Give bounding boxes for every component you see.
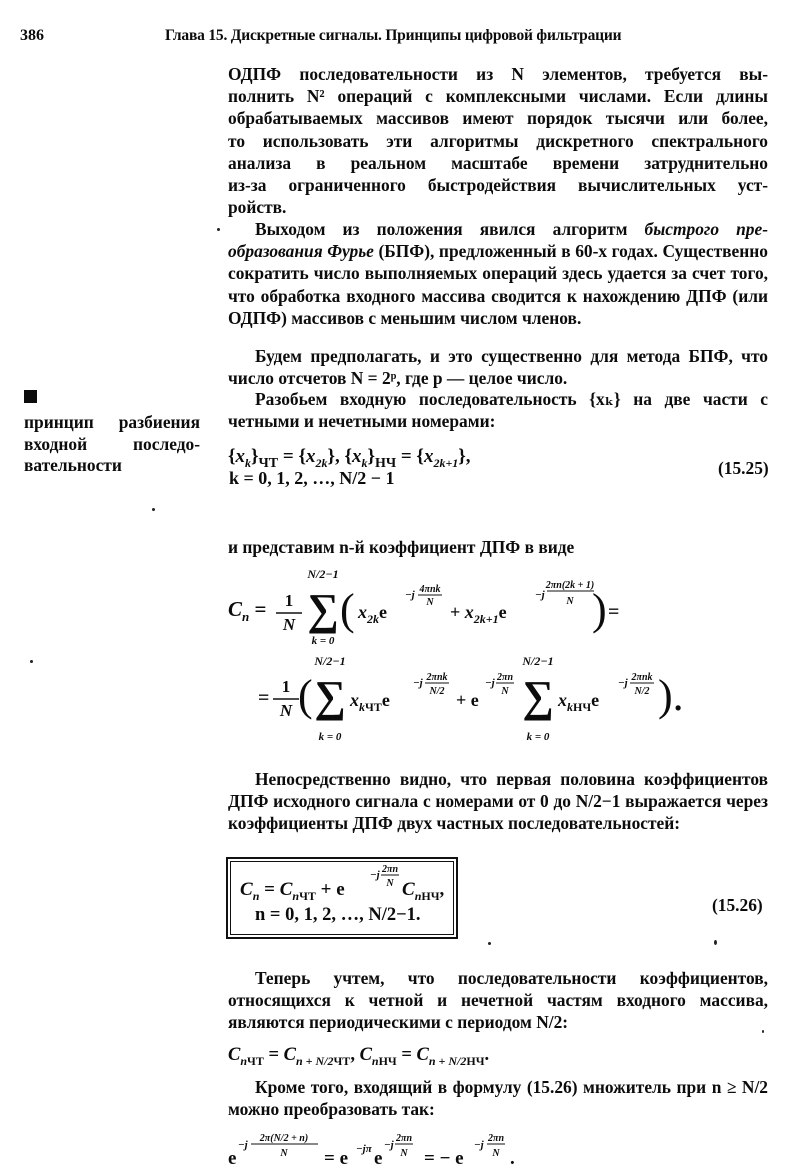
svg-text:e: e — [374, 1148, 383, 1169]
svg-text:(: ( — [298, 671, 313, 720]
svg-text:N: N — [566, 596, 574, 607]
svg-text:x2ke: $x_{2k}e$ — [358, 602, 387, 626]
svg-text:N: N — [279, 701, 293, 720]
margin-note — [24, 412, 200, 477]
svg-text:−j: −j — [384, 1139, 394, 1151]
paragraph-6: Непосредственно видно, что первая половина коэффициентов ДПФ исходного сигнала с номерами от 0 до N/2−1 выражается через коэффициенты ДПФ двух частных последовательностей: — [228, 769, 768, 834]
svg-text:Cn = CnЧТ + e: $C_n = C_nЧТ + e$ — [240, 879, 345, 902]
svg-text:−j: −j — [535, 589, 545, 601]
svg-text:xkЧТe: $x_kЧТe$ — [350, 690, 390, 714]
svg-text:+ x2k+1e: + $x_{2k+1}e$ — [450, 602, 507, 626]
margin-note-line: вательности — [24, 455, 122, 475]
svg-text:−j: −j — [485, 677, 495, 689]
scan-speck — [488, 942, 491, 945]
scan-speck — [762, 1030, 764, 1033]
svg-text:{xk}ЧТ = {x2k}, {xk}НЧ = {x2: $\{x_k\}_{ЧТ} = \{x_{2k}\}$, $\{x_k\}_{НЧ} = \{x_{2k+1}\}$, — [228, 446, 471, 470]
scan-speck — [217, 228, 220, 231]
svg-text:4πnk: 4πnk — [419, 584, 441, 595]
svg-text:): ) — [592, 585, 607, 634]
paragraph-1-line: из-за ограниченного быстродействия вычислительных уст- — [228, 175, 768, 196]
margin-note-line: входной последо- — [24, 433, 200, 454]
svg-text:N/2−1: N/2−1 — [522, 654, 554, 668]
paragraph-1-line: ОДПФ последовательности из N элементов, требуется вы- — [228, 64, 768, 84]
equation-15-25-line1 — [226, 438, 546, 470]
svg-text:−j: −j — [413, 677, 423, 689]
equation-15-26-line1 — [232, 862, 452, 902]
paragraph-4: Разобьем входную последовательность {xₖ} на две части с четными и нечетными номерами: — [228, 389, 768, 432]
paragraph-5: и представим n-й коэффициент ДПФ в виде — [228, 537, 575, 557]
equation-number-15-26: (15.26) — [712, 895, 763, 915]
svg-text:2πn: 2πn — [395, 1133, 413, 1144]
margin-square-marker — [24, 390, 37, 403]
page-number: 386 — [20, 27, 44, 44]
paragraph-2-text: (БПФ), предложенный в 60-х годах. Существенно сократить число выполняемых операций здесь удается за счет того, что обработка входного массива сводится к нахождению ДПФ (или ОДПФ) массивов с меньшим числом членов. — [228, 241, 768, 328]
margin-note-line: принцип разбиения — [24, 412, 200, 432]
formula-periodicity — [226, 1038, 586, 1070]
paragraph-3: Будем предполагать, и это существенно для метода БПФ, что число отсчетов N = 2ᵖ, где p — целое число. — [228, 346, 768, 389]
svg-text:k = 0: k = 0 — [311, 635, 335, 647]
paragraph-2-text: Выходом из положения явился алгоритм — [255, 219, 645, 239]
svg-text:N/2−1: N/2−1 — [307, 567, 339, 581]
formula-exponent-transform — [226, 1124, 556, 1170]
paragraph-7: Теперь учтем, что последовательности коэффициентов, относящихся к четной и нечетной частям входного массива, являются периодическими с периодом N/2: — [228, 968, 768, 1033]
svg-text:N: N — [400, 1148, 408, 1159]
svg-text:N: N — [492, 1148, 500, 1159]
svg-text:k = 0: k = 0 — [318, 731, 342, 743]
svg-text:∑: ∑ — [314, 672, 346, 721]
paragraph-1-line: анализа в реальном масштабе времени затруднительно — [228, 152, 768, 173]
svg-text:).: ). — [658, 671, 684, 720]
svg-text:−j: −j — [405, 589, 415, 601]
svg-text:−jπ: −jπ — [356, 1143, 372, 1155]
svg-text:1: 1 — [284, 591, 294, 610]
paragraph-1-line: обрабатываемых массивов имеют порядок тысячи или более, — [228, 108, 768, 129]
svg-text:N: N — [501, 686, 509, 697]
svg-text:Cn =: $C_n$ = — [228, 597, 267, 624]
svg-text:+ e: + e — [456, 690, 479, 710]
svg-text:=: = — [258, 687, 270, 709]
equation-15-26-line2: n = 0, 1, 2, …, N/2−1. — [255, 905, 421, 925]
paragraph-2 — [228, 218, 768, 329]
formula-cn-dft — [220, 562, 690, 752]
svg-text:N/2−1: N/2−1 — [314, 654, 346, 668]
svg-text:N/2: N/2 — [634, 686, 650, 697]
svg-text:= − e: = − e — [424, 1148, 464, 1169]
svg-text:2πnk: 2πnk — [426, 672, 448, 683]
svg-text:2πn: 2πn — [487, 1133, 505, 1144]
svg-text:N: N — [280, 1148, 288, 1159]
scan-speck — [30, 660, 33, 663]
paragraph-8: Кроме того, входящий в формулу (15.26) множитель при n ≥ N/2 можно преобразовать так: — [228, 1077, 768, 1120]
svg-text:e: e — [228, 1148, 237, 1169]
svg-text:(: ( — [340, 585, 355, 634]
svg-text:N/2: N/2 — [429, 686, 445, 697]
equation-15-25-line2: k = 0, 1, 2, …, N/2 − 1 — [229, 468, 395, 488]
svg-text:∑: ∑ — [307, 585, 339, 634]
equation-number-15-25: (15.25) — [718, 458, 769, 478]
svg-text:xkНЧe: $x_kНЧe$ — [558, 690, 600, 714]
svg-text:CnНЧ,: $C_nНЧ$, — [402, 879, 445, 902]
svg-text:=: = — [608, 601, 620, 623]
svg-text:k = 0: k = 0 — [526, 731, 550, 743]
svg-text:N: N — [426, 597, 434, 608]
svg-text:2πn: 2πn — [381, 864, 399, 875]
svg-text:−j: −j — [618, 677, 628, 689]
svg-text:N: N — [386, 878, 394, 889]
scan-speck — [152, 508, 155, 511]
svg-text:2πn: 2πn — [496, 672, 514, 683]
running-title: Глава 15. Дискретные сигналы. Принципы цифровой фильтрации — [165, 27, 622, 44]
svg-text:−j: −j — [370, 869, 380, 881]
svg-text:CnЧТ = Cn + N/2ЧТ, CnНЧ = Cn: $C_nЧТ = C_{n + N/2}ЧТ$, $C_nНЧ = C_{n + N/2}НЧ$. — [228, 1045, 490, 1068]
paragraph-1-line: ройств. — [228, 197, 287, 218]
scan-speck — [714, 940, 717, 945]
svg-text:∑: ∑ — [522, 672, 554, 721]
svg-text:−j: −j — [238, 1139, 248, 1151]
paragraph-1-line: полнить N² операций с комплексными числами. Если длины — [228, 86, 768, 107]
svg-text:2π(N/2 + n): 2π(N/2 + n) — [259, 1133, 309, 1144]
paragraph-1 — [228, 63, 768, 218]
svg-text:1: 1 — [281, 677, 291, 696]
svg-text:.: . — [510, 1148, 515, 1169]
svg-text:2πnk: 2πnk — [631, 672, 653, 683]
paragraph-1-line: то использовать эти алгоритмы дискретного спектрального — [228, 130, 768, 151]
svg-text:= e: = e — [324, 1148, 349, 1169]
fft-term: быстрого пре-образования Фурье — [228, 219, 768, 262]
svg-text:N: N — [282, 615, 296, 634]
svg-text:2πn(2k + 1): 2πn(2k + 1) — [545, 580, 595, 591]
svg-text:−j: −j — [474, 1139, 484, 1151]
